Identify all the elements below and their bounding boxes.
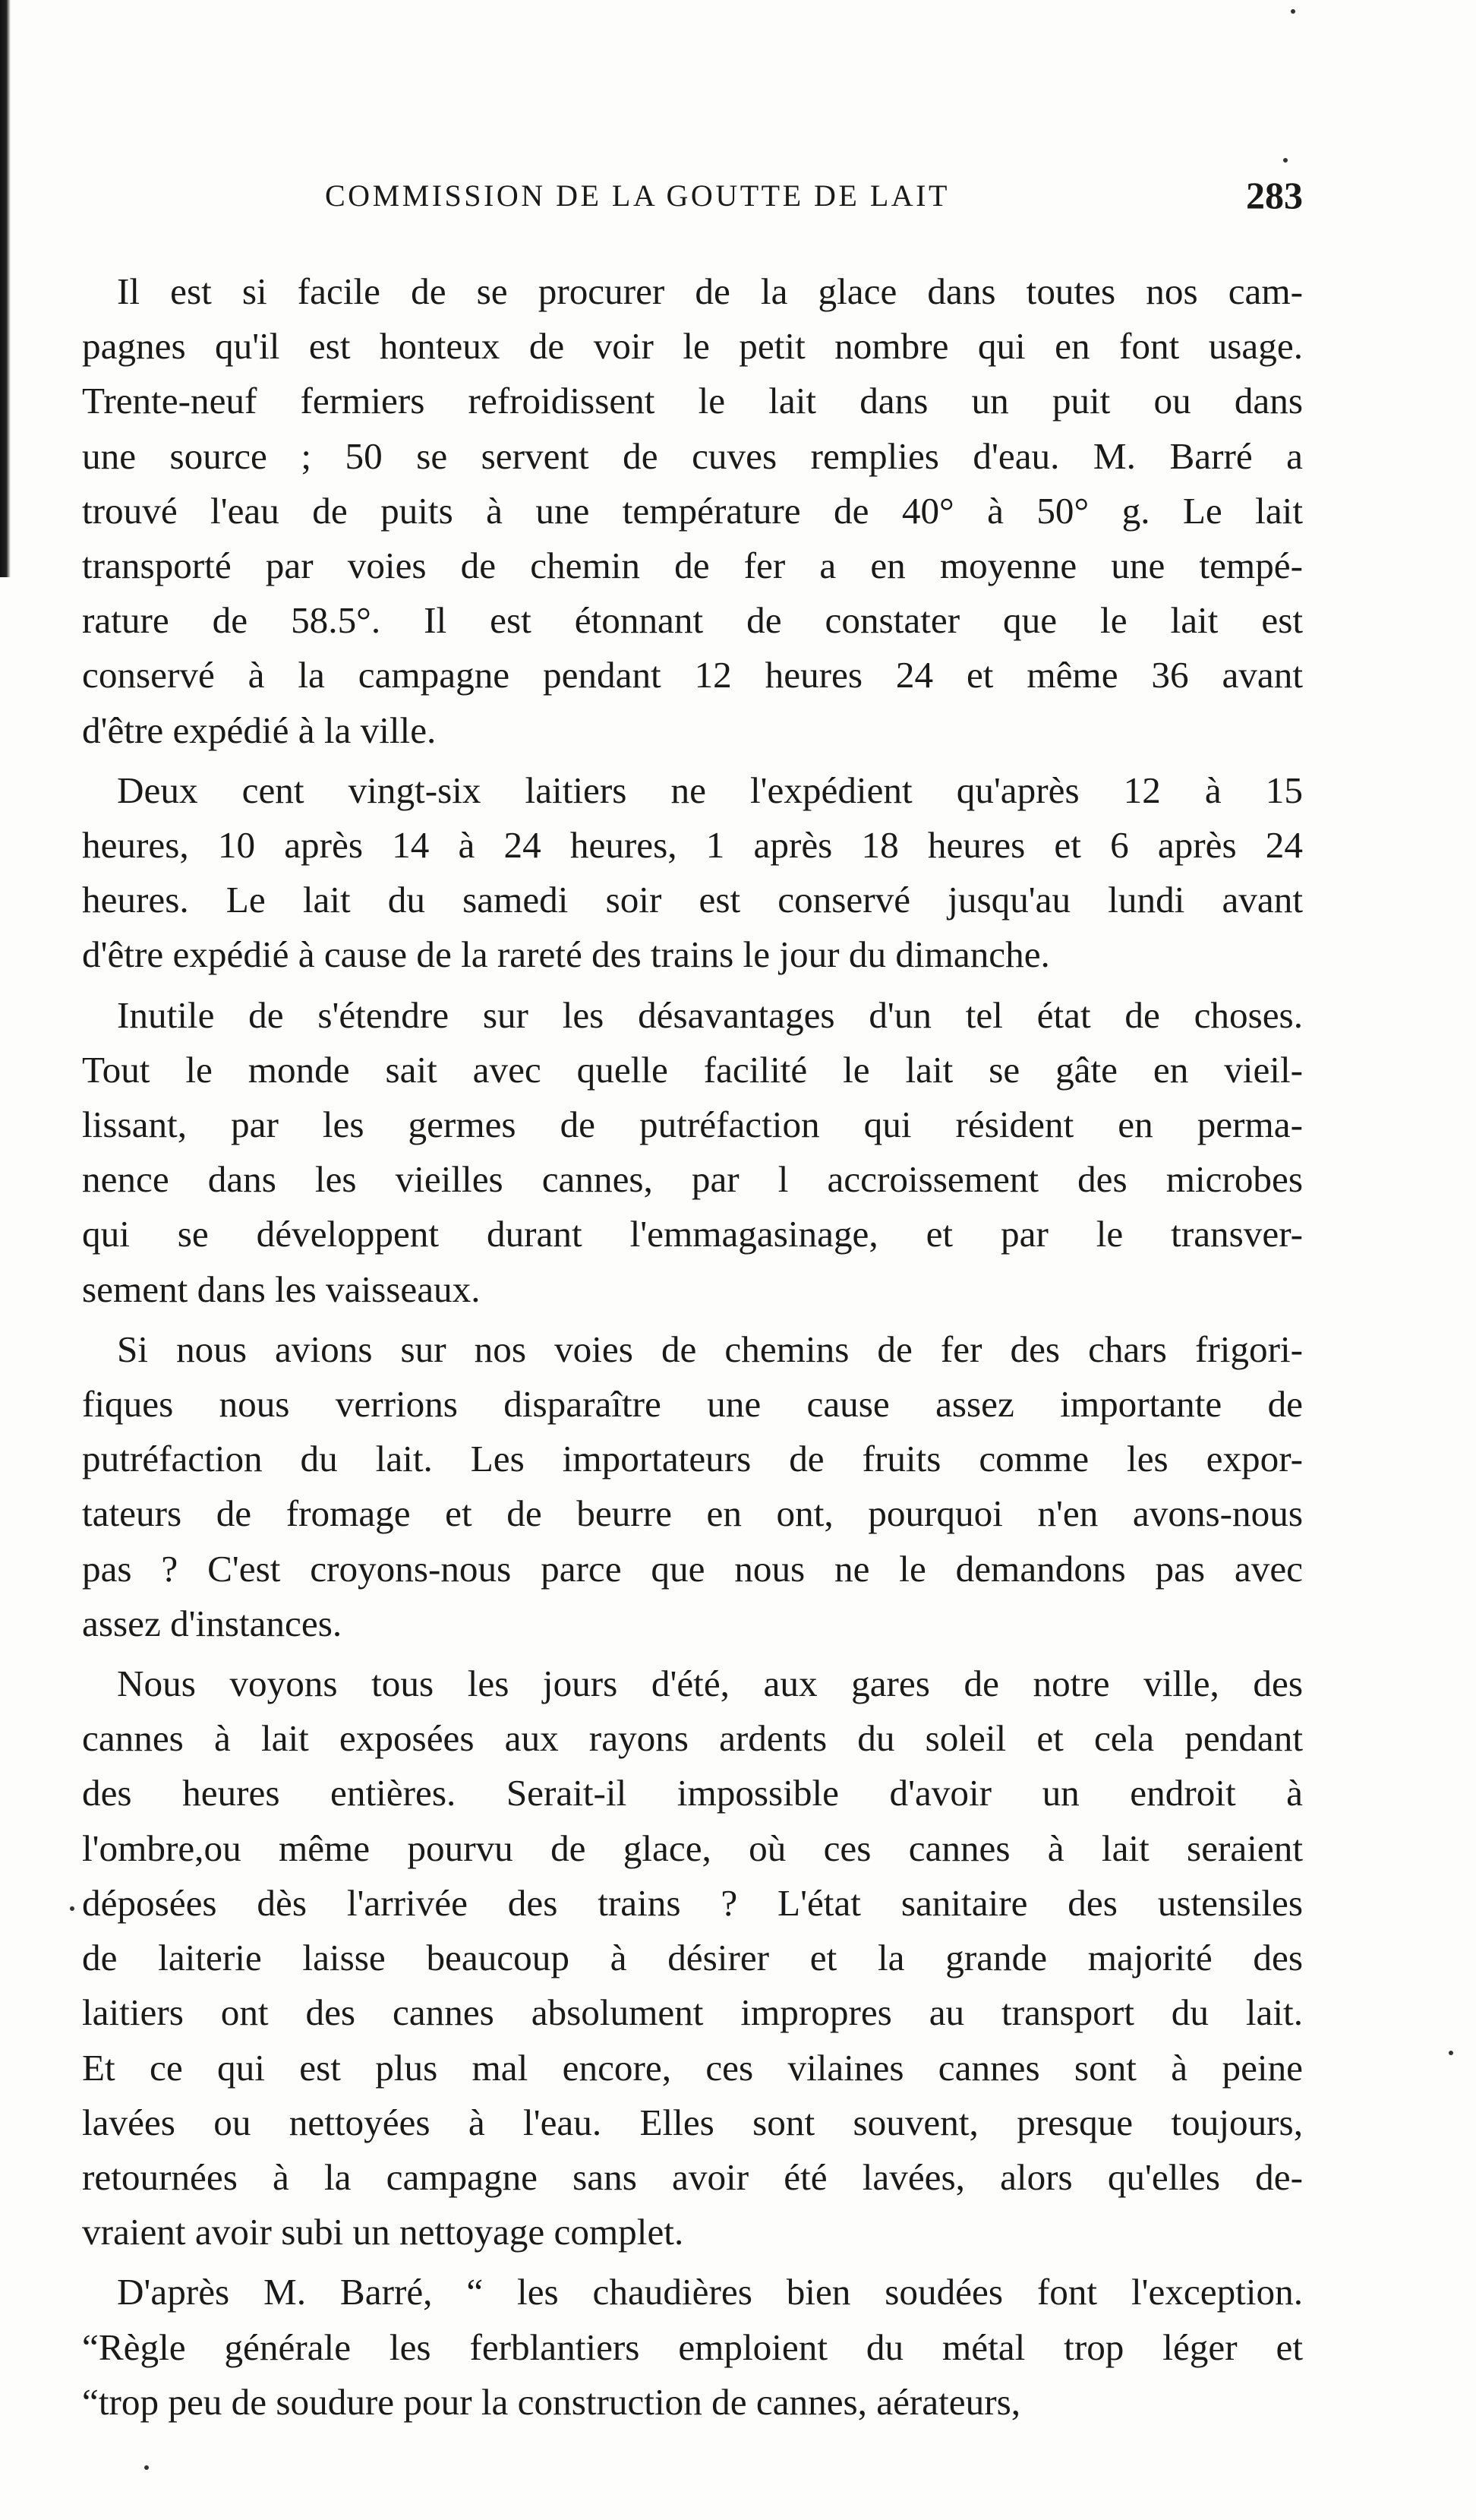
scan-speck	[1283, 158, 1288, 163]
text-line: retournées à la campagne sans avoir été lavées, alors qu'elles de-	[82, 2155, 1303, 2198]
text-line: trouvé l'eau de puits à une température de 40° à 50° g. Le lait	[82, 489, 1303, 532]
text-line: d'être expédié à cause de la rareté des trains le jour du dimanche.	[82, 933, 1050, 976]
text-line: tateurs de fromage et de beurre en ont, pourquoi n'en avons-nous	[82, 1492, 1303, 1535]
text-line: Nous voyons tous les jours d'été, aux gares de notre ville, des	[117, 1663, 1303, 1705]
text-line: “trop peu de soudure pour la construction de cannes, aérateurs,	[82, 2380, 1021, 2423]
scan-speck	[70, 1906, 74, 1911]
text-line: pas ? C'est croyons-nous parce que nous ne le demandons pas avec	[82, 1547, 1303, 1590]
text-line: cannes à lait exposées aux rayons ardents du soleil et cela pendant	[82, 1717, 1303, 1760]
paragraph	[82, 988, 1303, 1317]
text-line: lavées ou nettoyées à l'eau. Elles sont souvent, presque toujours,	[82, 2101, 1303, 2143]
text-line: vraient avoir subi un nettoyage complet.	[82, 2211, 684, 2253]
text-line: conservé à la campagne pendant 12 heures 24 et même 36 avant	[82, 654, 1303, 696]
text-line: Inutile de s'étendre sur les désavantages d'un tel état de choses.	[117, 993, 1303, 1036]
text-line: rature de 58.5°. Il est étonnant de constater que le lait est	[82, 599, 1303, 642]
paragraph	[82, 763, 1303, 983]
text-line: heures. Le lait du samedi soir est conservé jusqu'au lundi avant	[82, 879, 1303, 921]
binding-shadow	[0, 0, 11, 577]
text-line: D'après M. Barré, “ les chaudières bien soudées font l'exception.	[117, 2271, 1303, 2313]
text-line: d'être expédié à la ville.	[82, 709, 437, 751]
text-line: Tout le monde sait avec quelle facilité le lait se gâte en vieil-	[82, 1048, 1303, 1091]
text-line: Il est si facile de se procurer de la glace dans toutes nos cam-	[117, 270, 1303, 312]
text-line: des heures entières. Serait-il impossible d'avoir un endroit à	[82, 1772, 1303, 1814]
text-line: Et ce qui est plus mal encore, ces vilaines cannes sont à peine	[82, 2046, 1303, 2089]
text-line: lissant, par les germes de putréfaction qui résident en perma-	[82, 1104, 1303, 1146]
paragraph	[82, 264, 1303, 758]
text-line: nence dans les vieilles cannes, par l accroissement des microbes	[82, 1158, 1303, 1201]
text-line: laitiers ont des cannes absolument impropres au transport du lait.	[82, 1991, 1303, 2034]
text-line: une source ; 50 se servent de cuves remplies d'eau. M. Barré a	[82, 434, 1303, 477]
text-line: l'ombre,ou même pourvu de glace, où ces cannes à lait seraient	[82, 1827, 1303, 1869]
text-line: Trente-neuf fermiers refroidissent le lait dans un puit ou dans	[82, 380, 1303, 422]
text-line: Deux cent vingt-six laitiers ne l'expédient qu'après 12 à 15	[117, 769, 1303, 811]
text-line: qui se développent durant l'emmagasinage, et par le transver-	[82, 1213, 1303, 1255]
text-line: fiques nous verrions disparaître une cause assez importante de	[82, 1383, 1303, 1426]
text-line: transporté par voies de chemin de fer a en moyenne une tempé-	[82, 545, 1303, 587]
text-line: déposées dès l'arrivée des trains ? L'état sanitaire des ustensiles	[82, 1881, 1303, 1924]
paragraph	[82, 2265, 1303, 2430]
paragraph	[82, 1322, 1303, 1651]
text-line: sement dans les vaisseaux.	[82, 1268, 481, 1310]
text-line: de laiterie laisse beaucoup à désirer et la grande majorité des	[82, 1937, 1303, 1979]
page-number: 283	[1246, 174, 1303, 216]
running-head: COMMISSION DE LA GOUTTE DE LAIT	[325, 178, 950, 213]
text-line: Si nous avions sur nos voies de chemins de fer des chars frigori-	[117, 1328, 1303, 1370]
scan-speck	[1291, 9, 1295, 14]
body-text	[82, 264, 1303, 2435]
page-header	[82, 173, 1303, 226]
text-line: assez d'instances.	[82, 1602, 342, 1644]
text-line: heures, 10 après 14 à 24 heures, 1 après 18 heures et 6 après 24	[82, 824, 1303, 867]
scan-speck	[144, 2465, 149, 2470]
text-line: pagnes qu'il est honteux de voir le petit nombre qui en font usage.	[82, 325, 1303, 368]
scan-speck	[1449, 2051, 1453, 2055]
text-line: putréfaction du lait. Les importateurs de fruits comme les expor-	[82, 1438, 1303, 1480]
paragraph	[82, 1656, 1303, 2259]
text-line: “Règle générale les ferblantiers emploient du métal trop léger et	[82, 2326, 1303, 2368]
